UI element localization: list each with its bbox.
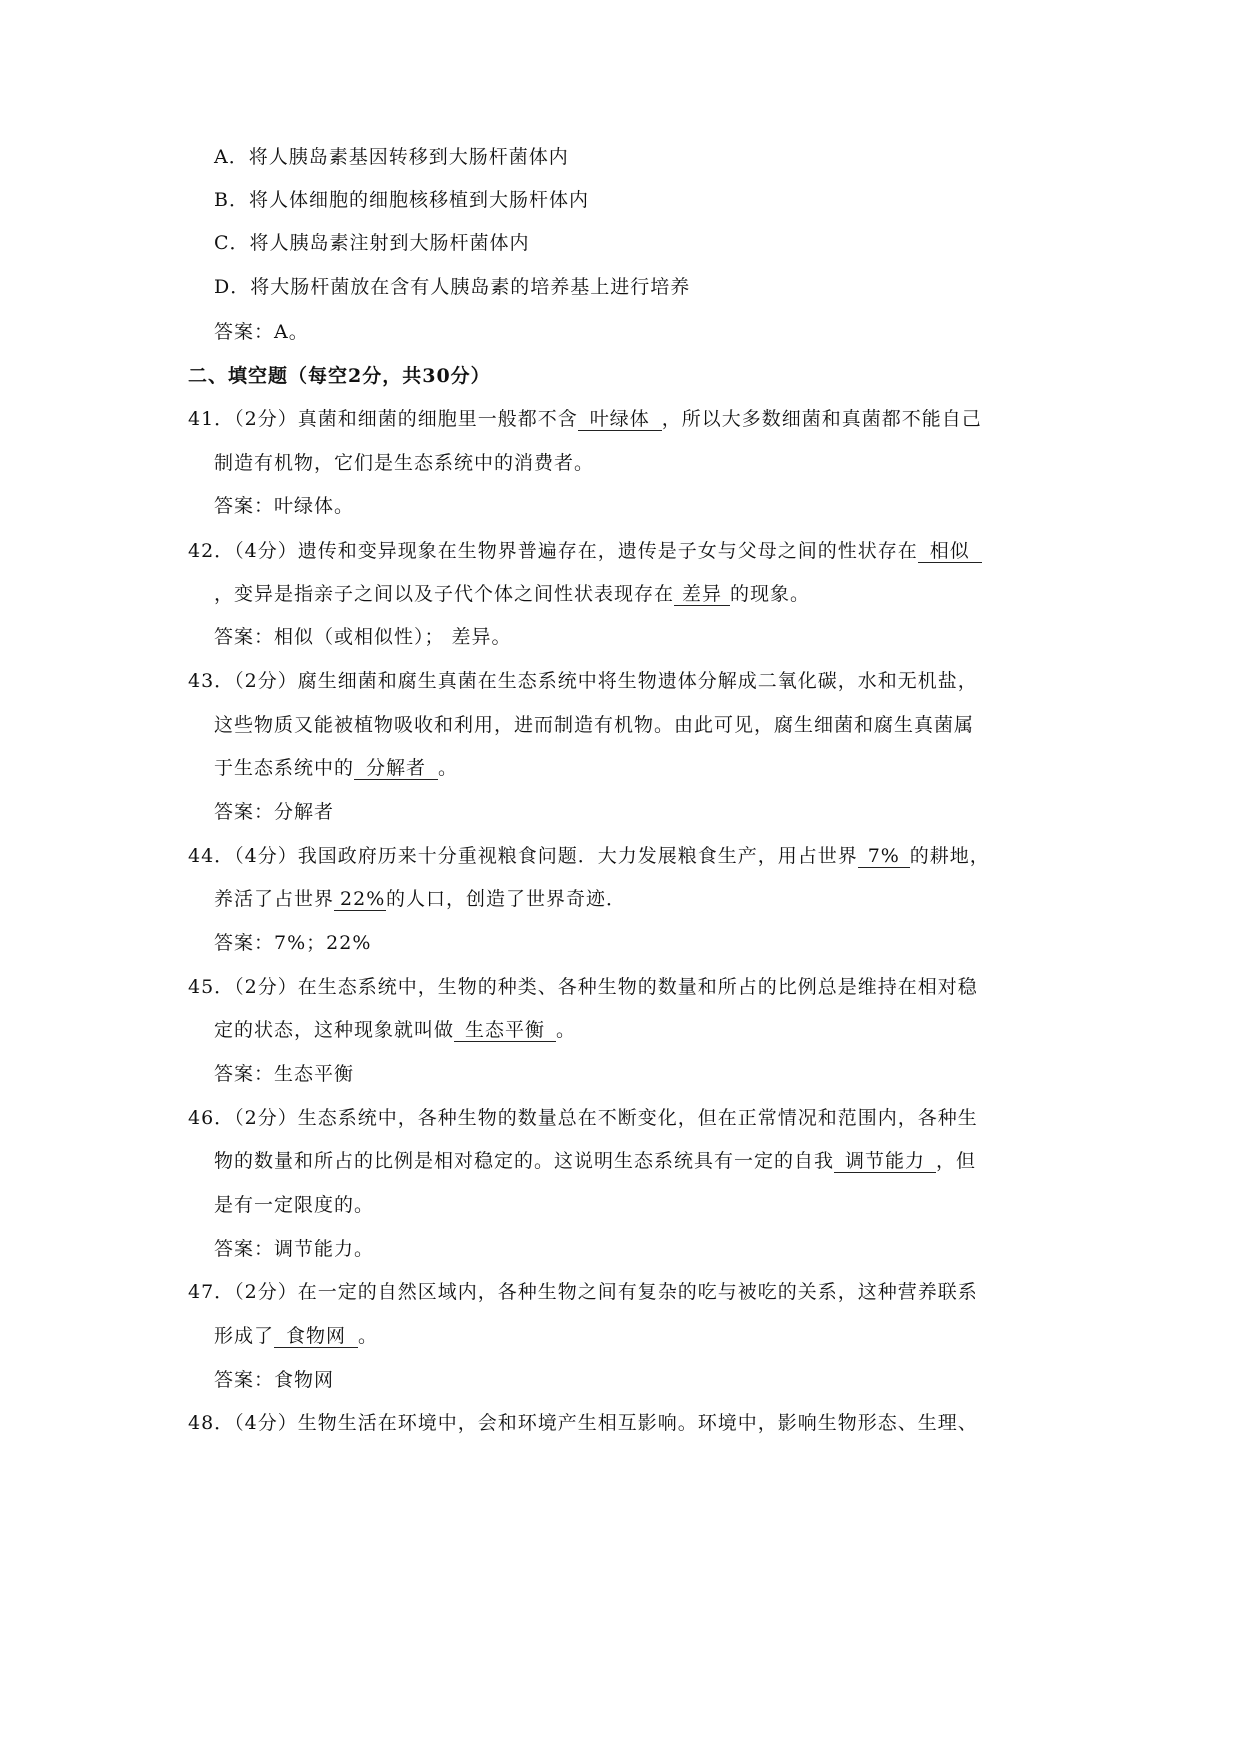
q42-text-c: 的现象。 xyxy=(730,583,811,605)
q41-line1 xyxy=(188,405,982,433)
q45-text-c: 。 xyxy=(556,1019,577,1041)
option-d: D．将大肠杆菌放在含有人胰岛素的培养基上进行培养 xyxy=(214,276,691,298)
q44-answer: 答案：7%；22% xyxy=(214,932,372,954)
q44-text-c: 养活了占世界 xyxy=(214,888,335,910)
q42-text-b: ，变异是指亲子之间以及子代个体之间性状表现存在 xyxy=(214,583,675,605)
section-title: 二、填空题（每空2分，共30分） xyxy=(188,365,491,387)
q43-blank: 分解者 xyxy=(354,757,438,780)
q47-text-b: 形成了 xyxy=(214,1325,275,1347)
q43-text-c: 于生态系统中的 xyxy=(214,757,355,779)
q45-answer: 答案：生态平衡 xyxy=(214,1063,355,1085)
q41-text-b: ，所以大多数细菌和真菌都不能自己 xyxy=(661,408,982,430)
q43-text-d: 。 xyxy=(438,757,459,779)
q47-line2 xyxy=(214,1322,378,1350)
q45-text-b: 定的状态，这种现象就叫做 xyxy=(214,1019,455,1041)
q47-line1: 47．（2分）在一定的自然区域内，各种生物之间有复杂的吃与被吃的关系，这种营养联系 xyxy=(188,1281,978,1303)
option-c: C．将人胰岛素注射到大肠杆菌体内 xyxy=(214,232,530,254)
q42-line2 xyxy=(214,580,810,608)
q45-line1: 45．（2分）在生态系统中，生物的种类、各种生物的数量和所占的比例总是维持在相对稳 xyxy=(188,976,978,998)
q44-text-a: 44．（4分）我国政府历来十分重视粮食问题．大力发展粮食生产，用占世界 xyxy=(188,845,858,867)
q46-text-c: ，但 xyxy=(936,1150,977,1172)
q46-line2 xyxy=(214,1147,976,1175)
q41-blank: 叶绿体 xyxy=(578,408,662,431)
q45-line2 xyxy=(214,1016,576,1044)
q44-blank-1: 7% xyxy=(858,845,910,868)
q42-text-a: 42．（4分）遗传和变异现象在生物界普遍存在，遗传是子女与父母之间的性状存在 xyxy=(188,540,918,562)
q42-blank-2: 差异 xyxy=(674,583,730,606)
q43-line3 xyxy=(214,754,458,782)
q43-line1: 43．（2分）腐生细菌和腐生真菌在生态系统中将生物遗体分解成二氧化碳，水和无机盐， xyxy=(188,670,978,692)
q44-blank-2: 22% xyxy=(334,888,386,911)
q46-text-b: 物的数量和所占的比例是相对稳定的。这说明生态系统具有一定的自我 xyxy=(214,1150,835,1172)
q47-text-c: 。 xyxy=(358,1325,379,1347)
prev-answer: 答案：A。 xyxy=(214,321,309,343)
q43-line2: 这些物质又能被植物吸收和利用，进而制造有机物。由此可见，腐生细菌和腐生真菌属 xyxy=(214,714,975,736)
q42-blank-1: 相似 xyxy=(918,540,982,563)
q42-answer: 答案：相似（或相似性）； 差异。 xyxy=(214,626,512,648)
q44-line2 xyxy=(214,885,626,913)
q41-line2: 制造有机物，它们是生态系统中的消费者。 xyxy=(214,452,595,474)
option-b: B．将人体细胞的细胞核移植到大肠杆体内 xyxy=(214,189,589,211)
q41-text-a: 41．（2分）真菌和细菌的细胞里一般都不含 xyxy=(188,408,578,430)
q46-line1: 46．（2分）生态系统中，各种生物的数量总在不断变化，但在正常情况和范围内，各种生 xyxy=(188,1107,978,1129)
q48-line1: 48．（4分）生物生活在环境中，会和环境产生相互影响。环境中，影响生物形态、生理、 xyxy=(188,1412,978,1434)
q44-line1 xyxy=(188,842,990,870)
q46-answer: 答案：调节能力。 xyxy=(214,1238,375,1260)
q41-answer: 答案：叶绿体。 xyxy=(214,495,355,517)
q42-line1 xyxy=(188,537,982,565)
q47-answer: 答案：食物网 xyxy=(214,1369,335,1391)
q46-blank: 调节能力 xyxy=(834,1150,936,1173)
q47-blank: 食物网 xyxy=(274,1325,358,1348)
option-a: A．将人胰岛素基因转移到大肠杆菌体内 xyxy=(214,146,569,168)
q44-text-d: 的人口，创造了世界奇迹． xyxy=(386,888,627,910)
q45-blank: 生态平衡 xyxy=(454,1019,556,1042)
q43-answer: 答案：分解者 xyxy=(214,801,335,823)
q46-line3: 是有一定限度的。 xyxy=(214,1194,375,1216)
q44-text-b: 的耕地， xyxy=(909,845,990,867)
